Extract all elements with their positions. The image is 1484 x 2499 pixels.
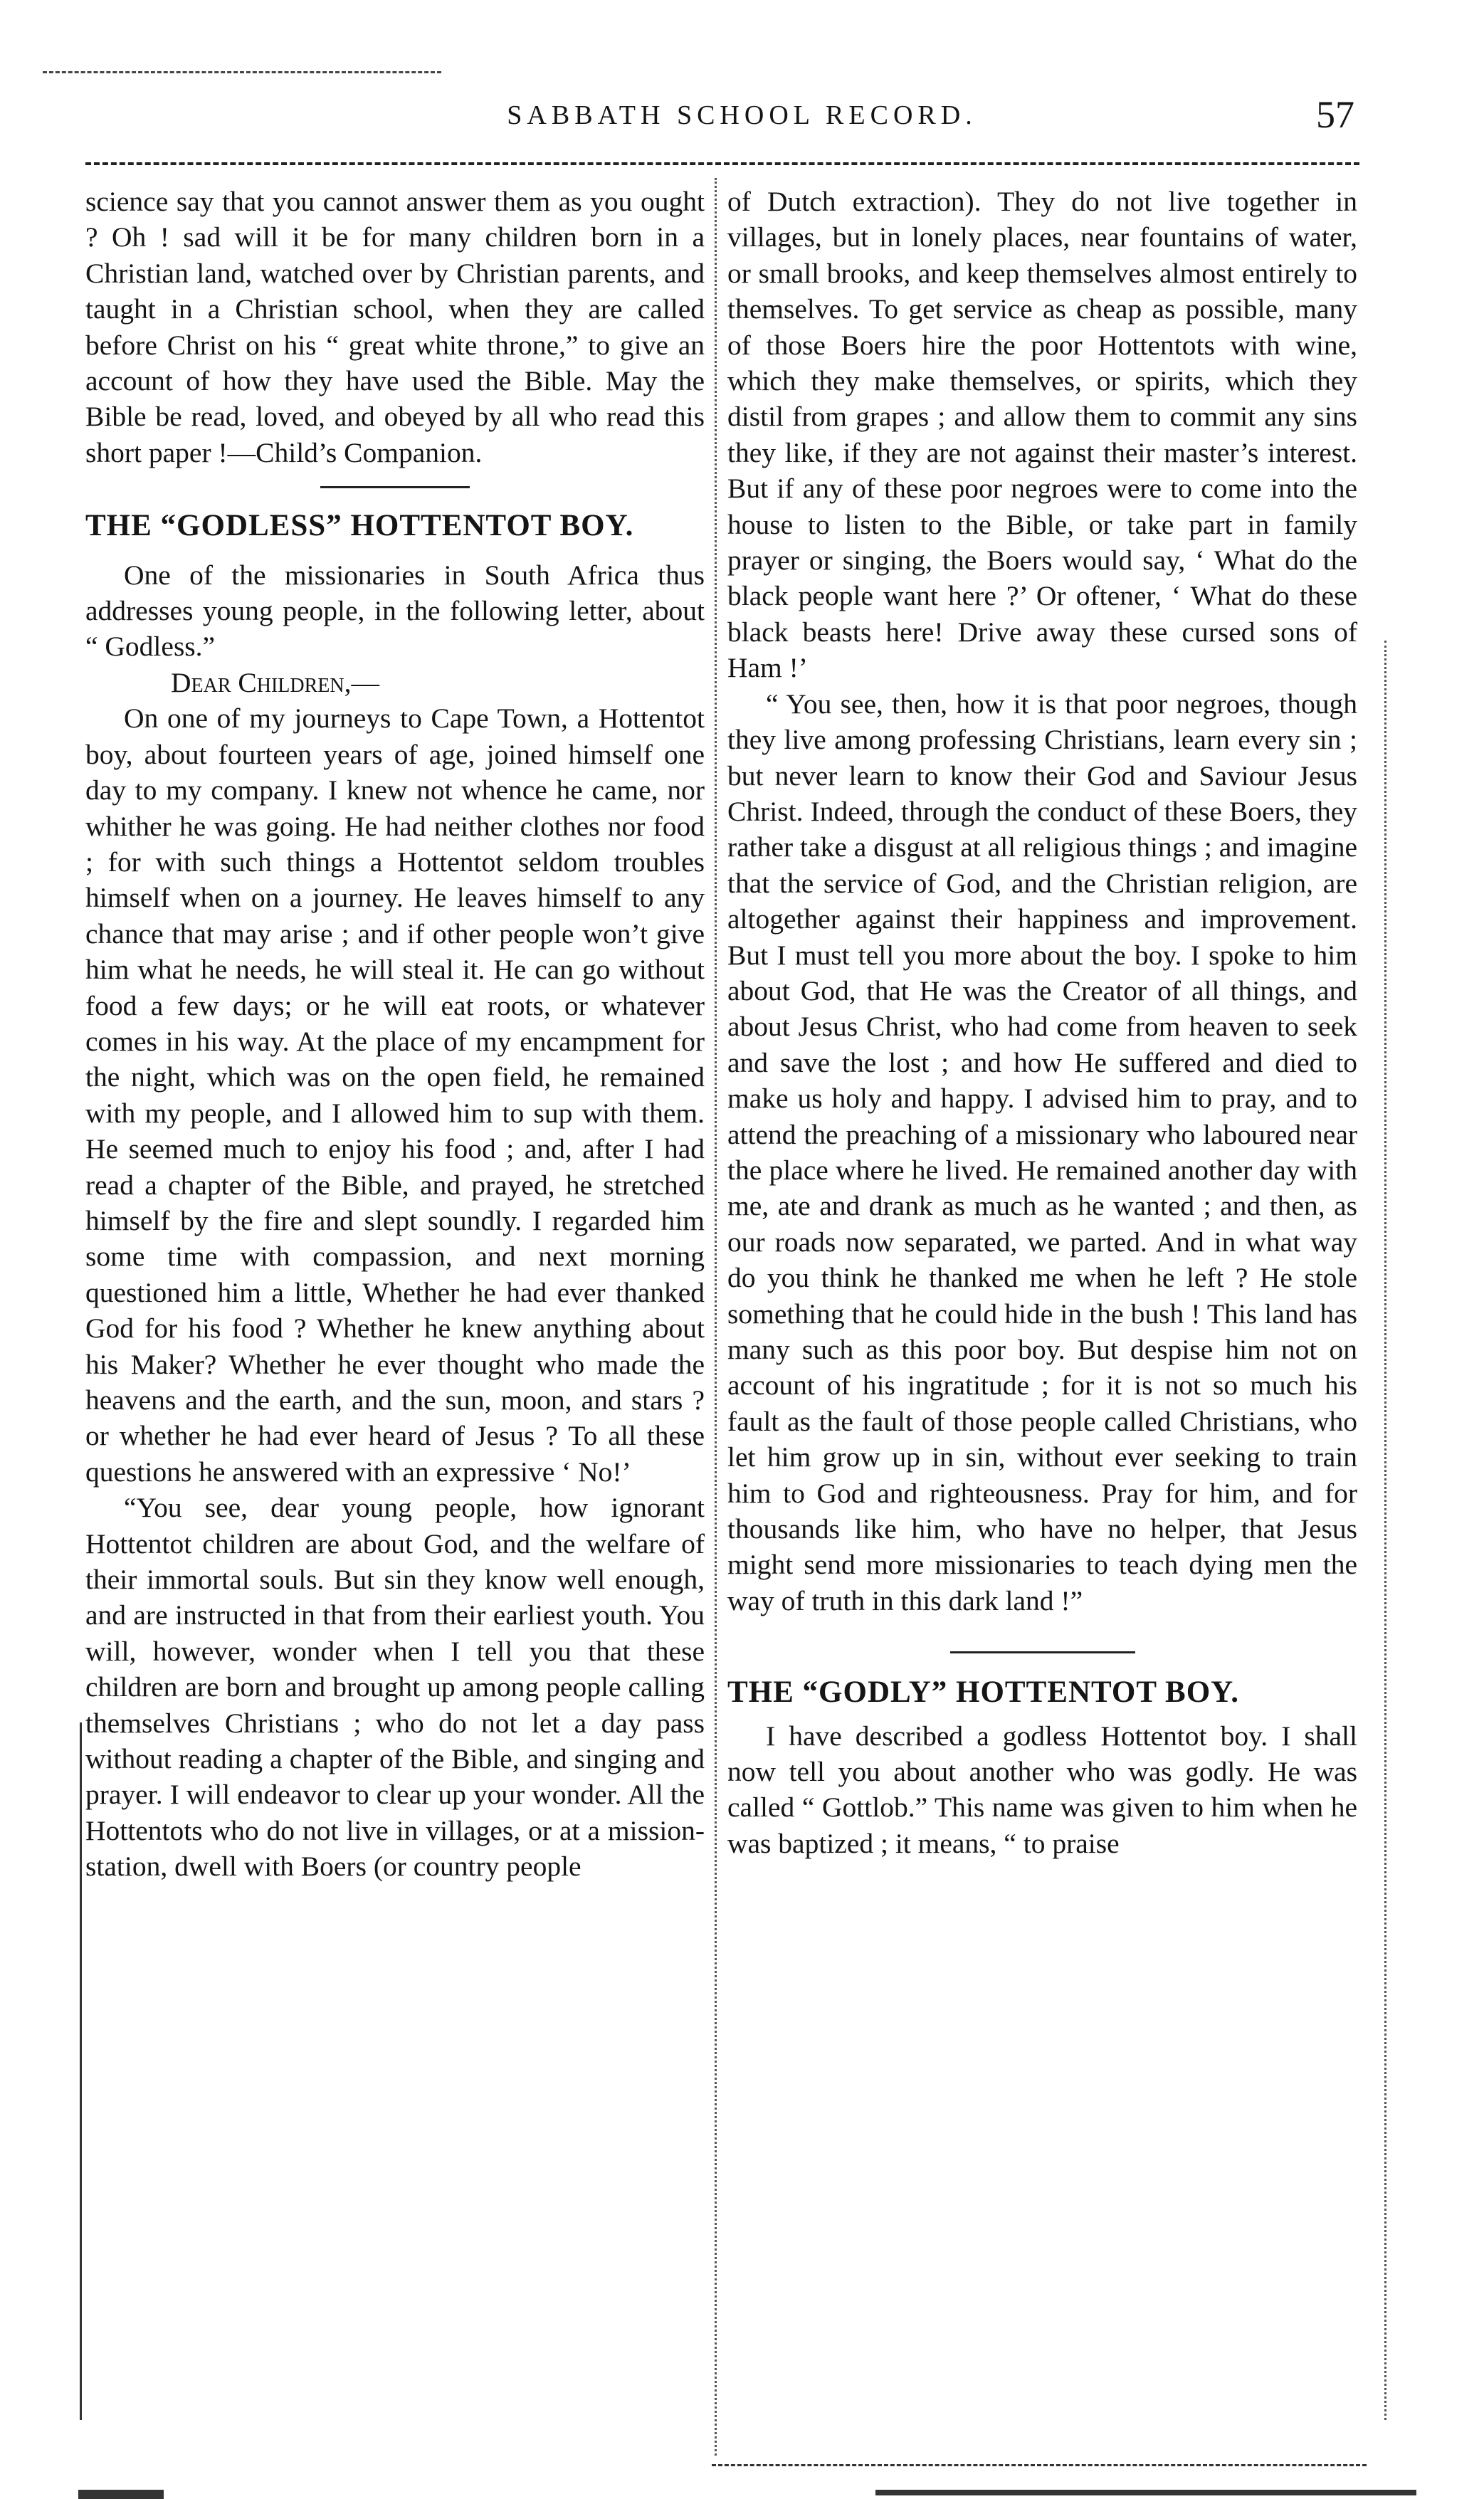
- top-scan-mark: [43, 71, 441, 73]
- article-title-godly: THE “GODLY” HOTTENTOT BOY.: [727, 1675, 1240, 1710]
- footer-rule: [712, 2464, 1367, 2466]
- section-divider: [320, 486, 470, 488]
- article-title-godless: THE “GODLESS” HOTTENTOT BOY.: [85, 509, 634, 543]
- column-divider: [715, 178, 717, 2456]
- section-divider-right: [950, 1651, 1135, 1653]
- right-column: [727, 184, 1357, 1861]
- right-margin-marks: [1384, 641, 1386, 2420]
- page-number: 57: [1316, 93, 1354, 136]
- story-paragraph-3: of Dutch extraction). They do not live together in villages, but in lonely places, near fountains of water, or small brooks, and keep themselves almost entirely to themselves. To get service as cheap as possible, many of those Boers hire the poor Hottentots with wine, which they make themselves, or spirits, which they distil from grapes ; and allow them to commit any sins they like, if they are not against their master’s interest. But if any of these poor negroes were to come into the house to listen to the Bible, or take part in family prayer or singing, the Boers would say, ‘ What do the black people want here ?’ Or oftener, ‘ What do these black beasts here! Drive away these cursed sons of Ham !’: [727, 186, 1357, 684]
- header-rule: [85, 162, 1359, 165]
- left-column: [85, 184, 705, 1885]
- salutation: Dear Children,—: [171, 666, 379, 698]
- bottom-scan-bar-left: [78, 2490, 164, 2499]
- story-paragraph-4: “ You see, then, how it is that poor negroes, though they live among professing Christians, learn every sin ; but never learn to know their God and Saviour Jesus Christ. Indeed, through the conduct of these Boers, they rather take a disgust at all religious things ; and imagine that the service of God, and the Christian religion, are altogether against their happiness and improvement. But I must tell you more about the boy. I spoke to him about God, that He was the Creator of all things, and about Jesus Christ, who had come from heaven to seek and save the lost ; and how He suffered and died to make us holy and happy. I advised him to pray, and to attend the preaching of a missionary who laboured near the place where he lived. He remained another day with me, ate and drank as much as he wanted ; and then, as our roads now separated, we parted. And in what way do you think he thanked me when he left ? He stole something that he could hide in the bush ! This land has many such as this poor boy. But despise him not on account of his ingratitude ; for it is not so much his fault as the fault of those people called Christians, who let him grow up in sin, without ever seeking to train him to God and righteousness. Pray for him, and for thousands like him, who have no helper, that Jesus might send more missionaries to teach dying men the way of truth in this dark land !”: [727, 688, 1357, 1616]
- left-margin-line: [80, 1722, 82, 2420]
- story-paragraph-5: I have described a godless Hottentot boy. I shall now tell you about another who was godly. He was called “ Gottlob.” This name was given to him when he was baptized ; it means, “ to praise: [727, 1720, 1357, 1859]
- running-head: SABBATH SCHOOL RECORD.: [507, 100, 977, 130]
- story-paragraph-2: “You see, dear young people, how ignorant Hottentot children are about God, and the welfare of their immortal souls. But sin they know well enough, and are instructed in that from their earliest youth. You will, however, wonder when I tell you that these children are born and brought up among people calling themselves Christians ; who do not let a day pass without reading a chapter of the Bible, and singing and prayer. I will endeavor to clear up your wonder. All the Hottentots who do not live in villages, or at a mission-station, dwell with Boers (or country people: [85, 1492, 705, 1883]
- left-continuation-paragraph: science say that you cannot answer them as you ought ? Oh ! sad will it be for many children born in a Christian land, watched over by Christian parents, and taught in a Christian school, when they are called before Christ on his “ great white throne,” to give an account of how they have used the Bible. May the Bible be read, loved, and obeyed by all who read this short paper !—Child’s Companion.: [85, 186, 705, 468]
- bottom-scan-bar-right: [875, 2490, 1416, 2495]
- story-paragraph-1: On one of my journeys to Cape Town, a Hottentot boy, about fourteen years of age, joined himself one day to my company. I knew not whence he came, nor whither he was going. He had neither clothes nor food ; for with such things a Hottentot seldom troubles himself when on a journey. He leaves himself to any chance that may arise ; and if other people won’t give him what he needs, he will steal it. He can go without food a few days; or he will eat roots, or whatever comes in his way. At the place of my encampment for the night, which was on the open field, he remained with my people, and I allowed him to sup with them. He seemed much to enjoy his food ; and, after I had read a chapter of the Bible, and prayed, he stretched himself by the fire and slept soundly. I regarded him some time with compassion, and next morning questioned him a little, Whether he had ever thanked God for his food ? Whether he knew anything about his Maker? Whether he ever thought who made the heavens and the earth, and the sun, moon, and stars ? or whether he had ever heard of Jesus ? To all these questions he answered with an expressive ‘ No!’: [85, 703, 705, 1488]
- page-header: [0, 93, 1484, 142]
- intro-paragraph: One of the missionaries in South Africa thus addresses young people, in the following letter, about “ Godless.”: [85, 559, 705, 663]
